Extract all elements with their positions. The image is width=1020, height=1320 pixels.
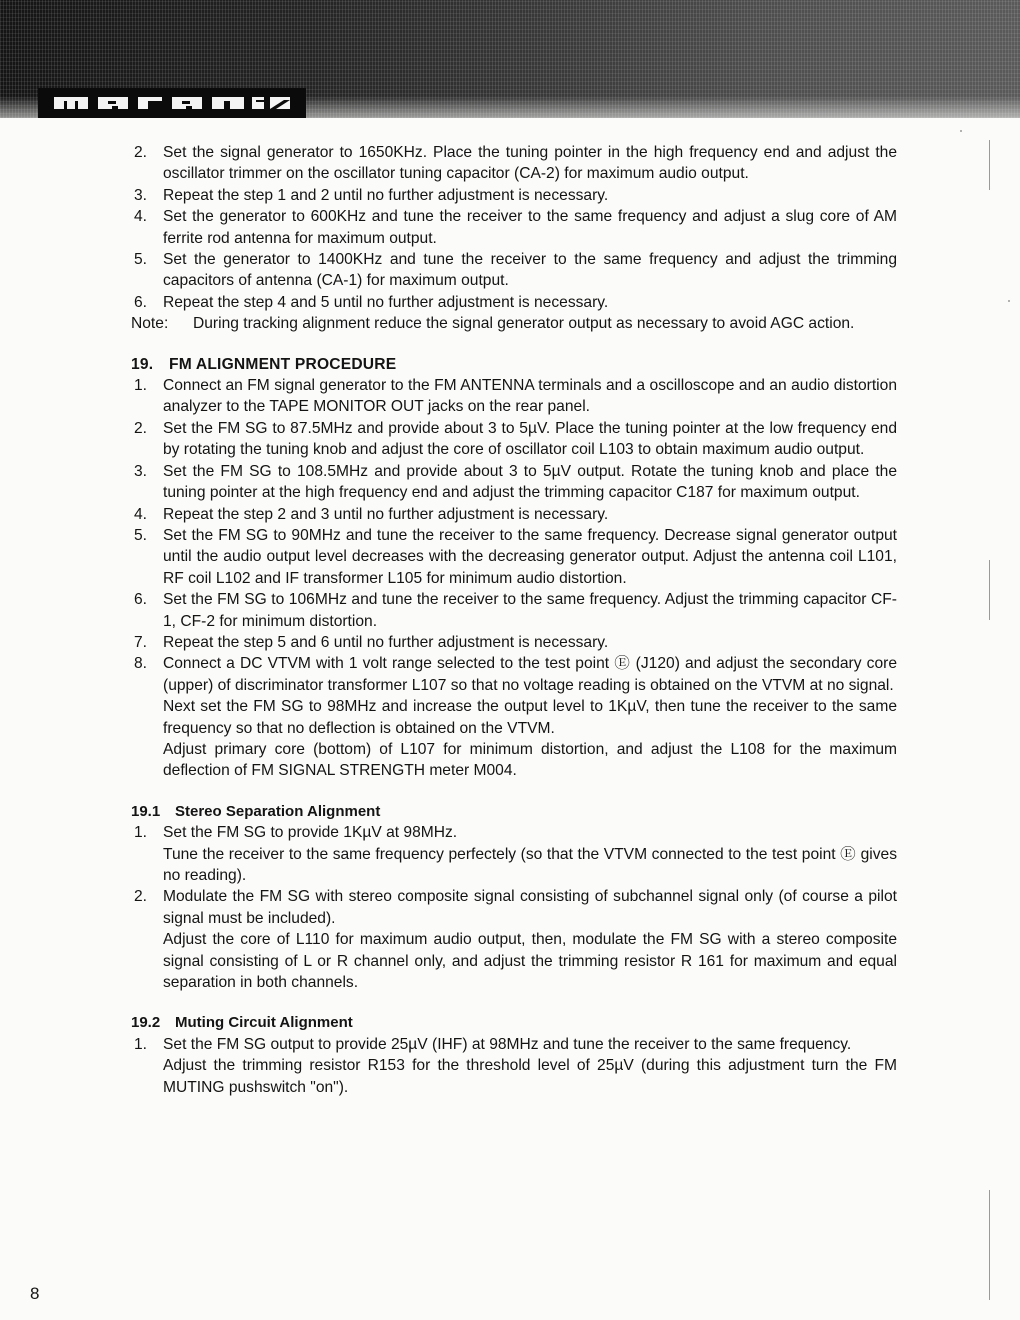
item-continuation: Adjust the trimming resistor R153 for the threshold level of 25µV (during this adjustment turn the FM MUTING pushswitch "on"). (163, 1057, 897, 1096)
item-number: 1. (134, 824, 148, 842)
scan-margin-line (989, 1190, 990, 1300)
scan-margin-line (989, 560, 990, 620)
note-label: Note: (131, 315, 169, 333)
item-text: Set the FM SG to 87.5MHz and provide about 3 to 5µV. Place the tuning pointer at the low frequency end by rotating the tuning knob and adjust the core of oscillator coil L103 to obtain maximum audio output. (163, 419, 897, 459)
item-number: 2. (134, 888, 148, 906)
item-number: 1. (134, 1035, 148, 1053)
am-alignment-steps (131, 142, 897, 335)
item-text: Set the FM SG to provide 1KµV at 98MHz. (163, 824, 458, 842)
item-number: 5. (134, 251, 148, 269)
item-number: 4. (134, 505, 148, 523)
item-text: Set the signal generator to 1650KHz. Place the tuning pointer in the high frequency end and adjust the oscillator trimmer on the oscillator tuning capacitor (CA-2) for maximum audio output. (163, 144, 897, 183)
item-number: 4. (134, 208, 148, 226)
item-number: 8. (134, 655, 148, 673)
section-heading-muting (131, 1012, 897, 1033)
scan-speck (960, 130, 962, 132)
list-item (131, 632, 897, 653)
item-number: 5. (134, 526, 148, 544)
heading-number: 19.1 (131, 802, 161, 820)
item-text: Modulate the FM SG with stereo composite signal consisting of subchannel signal only (of course a pilot signal must be included). (163, 888, 897, 927)
list-item (131, 461, 897, 504)
item-number: 1. (134, 377, 148, 395)
item-continuation: Tune the receiver to the same frequency perfectely (so that the VTVM connected to the test point Ⓔ gives no reading). (163, 845, 897, 884)
document-body (131, 142, 897, 1098)
heading-text: Stereo Separation Alignment (175, 802, 381, 820)
list-item (131, 292, 897, 313)
item-text: Set the FM SG to 106MHz and tune the receiver to the same frequency. Adjust the trimming capacitor CF-1, CF-2 for minimum distortion. (163, 591, 897, 630)
item-number: 6. (134, 293, 148, 311)
item-text: Repeat the step 5 and 6 until no further adjustment is necessary. (163, 633, 609, 651)
item-text: Connect a DC VTVM with 1 volt range selected to the test point Ⓔ (J120) and adjust the secondary core (upper) of discriminator transformer L107 so that no voltage reading is obtained on the VTVM at no signal. (163, 655, 897, 694)
item-continuation: Adjust the core of L110 for maximum audio output, then, modulate the FM SG with a stereo composite signal consisting of L or R channel only, and adjust the trimming resistor R 161 for maximum and equal separation in both channels. (163, 931, 897, 992)
item-continuation: Adjust primary core (bottom) of L107 for minimum distortion, and adjust the L108 for the maximum deflection of FM SIGNAL STRENGTH meter M004. (163, 740, 897, 780)
item-text: Set the generator to 1400KHz and tune the receiver to the same frequency and adjust the trimming capacitors of antenna (CA-1) for maximum output. (163, 251, 897, 290)
fm-alignment-steps (131, 375, 897, 782)
heading-number: 19.2 (131, 1014, 161, 1032)
item-text: Set the FM SG to 108.5MHz and provide about 3 to 5µV output. Rotate the tuning knob and place the tuning pointer at the high frequency end and adjust the trimming capacitor C187 for maximum output. (163, 462, 897, 502)
item-number: 3. (134, 462, 148, 480)
list-item (131, 504, 897, 525)
heading-text: FM ALIGNMENT PROCEDURE (169, 355, 397, 373)
item-number: 2. (134, 419, 148, 437)
list-item (131, 886, 897, 929)
item-number: 3. (134, 186, 148, 204)
list-item (131, 206, 897, 249)
list-item (131, 142, 897, 185)
list-item (131, 185, 897, 206)
note-text: During tracking alignment reduce the signal generator output as necessary to avoid AGC action. (193, 315, 855, 333)
list-item (131, 589, 897, 632)
list-item (131, 653, 897, 696)
item-text: Set the FM SG to 90MHz and tune the receiver to the same frequency. Decrease signal generator output until the audio output level decreases with the decreasing generator output. Adjust the antenna coil L101, RF coil L102 and IF transformer L105 for minimum audio distortion. (163, 526, 897, 587)
list-item (131, 1034, 897, 1055)
muting-alignment-steps (131, 1034, 897, 1098)
item-number: 2. (134, 144, 148, 161)
note (131, 313, 897, 334)
list-item (131, 375, 897, 418)
list-item (131, 822, 897, 843)
item-text: Repeat the step 2 and 3 until no further adjustment is necessary. (163, 505, 609, 523)
scan-speck (1008, 300, 1010, 302)
list-item (131, 418, 897, 461)
marantz-wordmark (54, 95, 290, 111)
scan-margin-line (989, 140, 990, 190)
item-text: Repeat the step 4 and 5 until no further adjustment is necessary. (163, 293, 609, 311)
section-heading-fm (131, 354, 897, 375)
page-number: 8 (30, 1284, 40, 1303)
item-text: Connect an FM signal generator to the FM ANTENNA terminals and a oscilloscope and an audio distortion analyzer to the TAPE MONITOR OUT jacks on the rear panel. (163, 377, 897, 416)
item-number: 7. (134, 633, 148, 651)
item-text: Repeat the step 1 and 2 until no further adjustment is necessary. (163, 186, 609, 204)
section-heading-stereo (131, 801, 897, 822)
brand-logo (38, 88, 306, 118)
item-text: Set the generator to 600KHz and tune the receiver to the same frequency and adjust a slug core of AM ferrite rod antenna for maximum output. (163, 208, 897, 247)
item-text: Set the FM SG output to provide 25µV (IHF) at 98MHz and tune the receiver to the same frequency. (163, 1035, 852, 1053)
heading-number: 19. (131, 355, 154, 373)
stereo-alignment-steps (131, 822, 897, 993)
item-number: 6. (134, 591, 148, 609)
list-item (131, 249, 897, 292)
heading-text: Muting Circuit Alignment (175, 1014, 353, 1032)
list-item (131, 525, 897, 589)
item-continuation: Next set the FM SG to 98MHz and increase the output level to 1KµV, then tune the receiver to the same frequency so that no deflection is obtained on the VTVM. (163, 698, 897, 737)
